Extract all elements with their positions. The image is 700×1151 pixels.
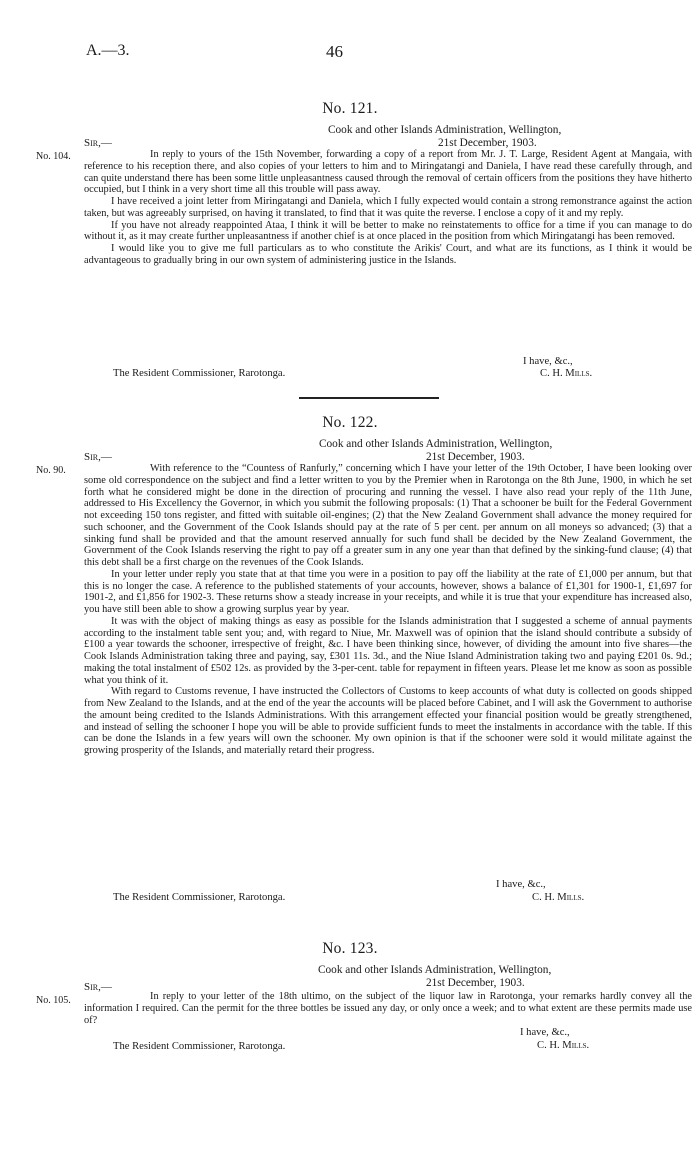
letter-origin: Cook and other Islands Administration, Wellington, [318, 964, 552, 976]
signature [540, 368, 592, 379]
letter-number: No. 123. [322, 940, 378, 957]
letter-origin: Cook and other Islands Administration, Wellington, [319, 438, 553, 450]
signature-text: C. H. Mills. [537, 1040, 590, 1051]
signature [532, 892, 584, 903]
letter-number: No. 121. [322, 100, 378, 117]
paragraph: It was with the object of making things as easy as possible for the Islands administration that I suggested a scheme of annual payments according to the instalment table sent you; and, with regard to Niue, Mr. Maxwell was of opinion that the island should contribute a subsidy of £100 a year towards the schooner, irrespective of freight, &c. I have been thinking since, however, of dividing the amount into five shares—the Cook Islands Administration taking three and paying, say, £301 11s. 3d., and the Niue Island Administration taking two and paying £201 0s. 9d.; making the total instalment of £502 12s. as provided by the 3-per-cent. table for repayment in fifteen years. Please let me know as soon as possible what you think of it. [84, 615, 692, 686]
closing: I have, &c., [523, 356, 573, 367]
page-reference: A.—3. [86, 42, 130, 59]
letter-date: 21st December, 1903. [438, 137, 537, 149]
paragraph: In reply to yours of the 15th November, forwarding a copy of a report from Mr. J. T. Large, Resident Agent at Mangaia, with reference to his reception there, and also copies of your letters to him and to Miringatangi and Daniela, I have read these carefully through, and can quite understand there has been some little unpleasantness caused through the removal of certain officers from the positions they have hitherto occupied, but I think in a very short time all this trouble will pass away. [84, 149, 692, 196]
margin-reference: No. 104. [36, 151, 71, 162]
margin-reference: No. 105. [36, 995, 71, 1006]
paragraph: In reply to your letter of the 18th ultimo, on the subject of the liquor law in Rarotonga, your remarks hardly convey all the information I required. Can the permit for the three bottles be issued any day, or only once a week; and to what extent are these permits made use of? [84, 991, 692, 1026]
letter-body [84, 463, 692, 757]
margin-reference: No. 90. [36, 465, 66, 476]
paragraph: I have received a joint letter from Miringatangi and Daniela, which I fully expected would contain a strong remonstrance against the action taken, but was agreeably surprised, on having it translated, to find that it was quite the reverse. I enclose a copy of it and my reply. [84, 196, 692, 219]
signature-text: C. H. Mills. [532, 892, 585, 903]
paragraph: With reference to the “Countess of Ranfurly,” concerning which I have your letter of the 19th October, I have been looking over some old correspondence on the subject and find a letter written to you by the Premier when in Rarotonga on the 8th June, 1900, in which he set forth what he considered might be done in the direction of procuring and running the vessel. I have also read your reply of the 11th June, addressed to His Excellency the Governor, in which you submit the following proposals: (1) That a schooner be built for the Federal Government not exceeding 150 tons register, and fitted with suitable oil-engines; (2) that the New Zealand Government shall advance the money required for such schooner, and the Government of the Cook Islands should pay at the rate of 5 per cent. per annum on all moneys so advanced; (3) that a sinking fund shall be provided and that the amount reserved annually for such fund shall be decided by the New Zealand Government, the Government of the Cook Islands reserving the right to pay off a greater sum in any one year than that defined by the sinking-fund clause; (4) that this debt shall be a first charge on the revenues of the Cook Islands. [84, 463, 692, 568]
letter-body [84, 149, 692, 267]
paragraph: With regard to Customs revenue, I have instructed the Collectors of Customs to keep accounts of what duty is collected on goods shipped from New Zealand to the Islands, and at the end of the year the accounts will be placed before Cabinet, and I will ask the Government to authorise the amount being credited to the Islands Administrations. With this arrangement effected your financial position would be greatly strengthened, and instead of selling the schooner I hope you will be able to provide sufficient funds to meet the instalments in accordance with the table. If this can be done the Islands in a few years will own the schooner. My own opinion is that if the schooner were sold it would militate against the growing prosperity of the Islands, and materially retard their progress. [84, 686, 692, 756]
closing: I have, &c., [520, 1027, 570, 1038]
page-number: 46 [326, 42, 343, 61]
salutation: Sir,— [84, 137, 112, 149]
letter-date: 21st December, 1903. [426, 977, 525, 989]
salutation: Sir,— [84, 981, 112, 993]
letter-origin: Cook and other Islands Administration, Wellington, [328, 124, 562, 136]
recipient: The Resident Commissioner, Rarotonga. [113, 1041, 286, 1052]
salutation: Sir,— [84, 451, 112, 463]
recipient: The Resident Commissioner, Rarotonga. [113, 892, 286, 903]
closing: I have, &c., [496, 879, 546, 890]
signature-text: C. H. Mills. [540, 368, 593, 379]
letter-date: 21st December, 1903. [426, 451, 525, 463]
letter-number: No. 122. [322, 414, 378, 431]
paragraph: In your letter under reply you state that at that time you were in a position to pay off the liability at the rate of £1,000 per annum, but that this is no longer the case. A reference to the published statements of your accounts, however, shows a balance of £1,301 for 1900-1, £1,697 for 1901-2, and £1,856 for 1902-3. These returns show a steady increase in your receipts, and while it is true that your expenditure has increased also, you have still been able to show a growing surplus year by year. [84, 568, 692, 615]
paragraph: I would like you to give me full particulars as to who constitute the Arikis' Court, and what are its functions, as I think it would be advantageous to gradually bring in our own system of administering justice in the Islands. [84, 243, 692, 266]
letter-body [84, 991, 692, 1026]
signature [537, 1040, 589, 1051]
paragraph: If you have not already reappointed Ataa, I think it will be better to make no reinstatements to office for a time if you can manage to do without it, as it may create further unpleasantness if another chief is at once placed in the position from which Miringatangi has been removed. [84, 219, 692, 243]
section-divider [299, 397, 439, 399]
recipient: The Resident Commissioner, Rarotonga. [113, 368, 286, 379]
